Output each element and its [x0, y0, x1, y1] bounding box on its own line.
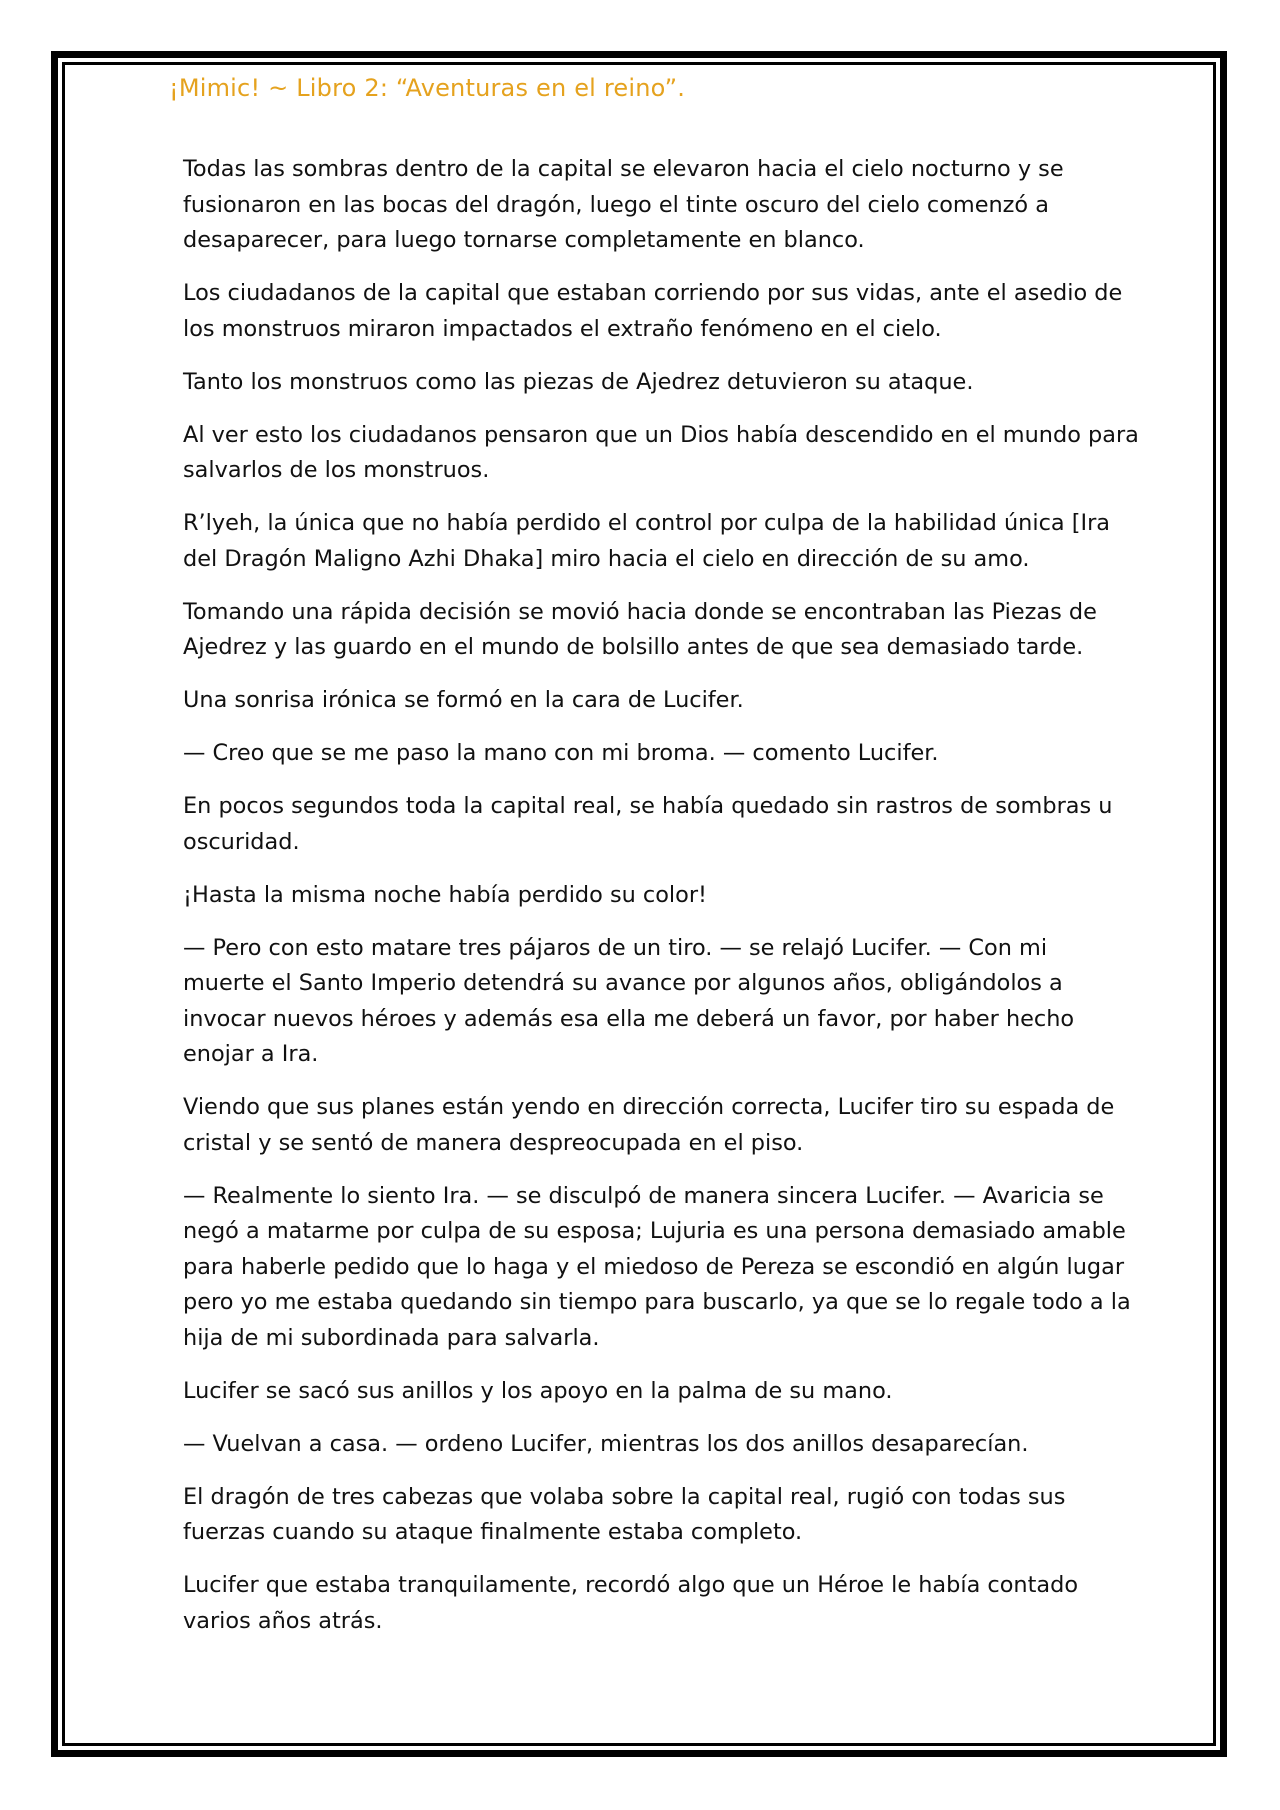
text-line: muerte el Santo Imperio detendrá su avance por algunos años, obligándolos a	[183, 970, 1063, 996]
text-line: desaparecer, para luego tornarse completamente en blanco.	[183, 227, 865, 253]
paragraph	[183, 595, 1113, 666]
text-line: Al ver esto los ciudadanos pensaron que un Dios había descendido en el mundo para	[183, 421, 1139, 448]
text-line: hija de mi subordinada para salvarla.	[183, 1324, 600, 1351]
text-line: R’lyeh, la única que no había perdido el control por culpa de la habilidad única [Ira	[183, 510, 1110, 536]
paragraph	[183, 1427, 1113, 1463]
text-line: salvarlos de los monstruos.	[183, 457, 490, 483]
paragraph	[183, 931, 1113, 1073]
text-line: Tomando una rápida decisión se movió hacia donde se encontraban las Piezas de	[183, 598, 1097, 625]
text-line: Todas las sombras dentro de la capital se elevaron hacia el cielo nocturno y se	[183, 156, 1064, 182]
text-line: — Realmente lo siento Ira. — se disculpó de manera sincera Lucifer. — Avaricia se	[183, 1182, 1104, 1209]
text-line: — Pero con esto matare tres pájaros de un tiro. — se relajó Lucifer. — Con mi	[183, 934, 1048, 961]
text-line: Viendo que sus planes están yendo en dirección correcta, Lucifer tiro su espada de	[183, 1094, 1115, 1120]
paragraph	[183, 736, 1113, 772]
text-line: pero yo me estaba quedando sin tiempo para buscarlo, ya que se lo regale todo a la	[183, 1289, 1131, 1315]
text-line: Tanto los monstruos como las piezas de Ajedrez detuvieron su ataque.	[183, 368, 974, 395]
text-line: negó a matarme por culpa de su esposa; Lujuria es una persona demasiado amable	[183, 1218, 1126, 1244]
paragraph	[183, 276, 1123, 347]
text-line: fuerzas cuando su ataque finalmente estaba completo.	[183, 1519, 803, 1545]
text-line: Una sonrisa irónica se formó en la cara de Lucifer.	[183, 687, 744, 713]
paragraph	[183, 1568, 1113, 1639]
paragraph	[183, 1179, 1131, 1357]
paragraph	[183, 878, 1113, 914]
text-line: En pocos segundos toda la capital real, se había quedado sin rastros de sombras u	[183, 793, 1113, 819]
paragraph	[183, 152, 1113, 259]
text-line: fusionaron en las bocas del dragón, luego el tinte oscuro del cielo comenzó a	[183, 191, 1049, 218]
text-line: cristal y se sentó de manera despreocupada en el piso.	[183, 1129, 804, 1156]
text-line: El dragón de tres cabezas que volaba sobre la capital real, rugió con todas sus	[183, 1483, 1066, 1510]
text-line: del Dragón Maligno Azhi Dhaka] miro hacia el cielo en dirección de su amo.	[183, 545, 1030, 572]
text-line: Lucifer se sacó sus anillos y los apoyo en la palma de su mano.	[183, 1377, 893, 1404]
paragraph	[183, 789, 1113, 860]
text-line: — Creo que se me paso la mano con mi broma. — comento Lucifer.	[183, 740, 939, 766]
text-line: para haberle pedido que lo haga y el miedoso de Pereza se escondió en algún lugar	[183, 1253, 1125, 1280]
paragraph	[183, 1374, 1113, 1410]
paragraph	[183, 365, 1113, 401]
paragraph	[183, 506, 1113, 577]
paragraph	[183, 418, 1139, 489]
text-line: los monstruos miraron impactados el extraño fenómeno en el cielo.	[183, 315, 942, 342]
paragraph	[183, 1090, 1113, 1161]
text-line: ¡Hasta la misma noche había perdido su color!	[183, 881, 708, 908]
text-line: invocar nuevos héroes y además esa ella me deberá un favor, por haber hecho	[183, 1005, 1075, 1032]
paragraph	[183, 683, 1113, 719]
document-body	[183, 152, 1139, 1657]
text-line: Lucifer que estaba tranquilamente, recordó algo que un Héroe le había contado	[183, 1572, 1079, 1598]
text-line: — Vuelvan a casa. — ordeno Lucifer, mientras los dos anillos desaparecían.	[183, 1430, 1029, 1457]
text-line: Ajedrez y las guardo en el mundo de bolsillo antes de que sea demasiado tarde.	[183, 634, 1084, 660]
document-header: ¡Mimic! ~ Libro 2: “Aventuras en el reino”.	[169, 74, 686, 102]
text-line: oscuridad.	[183, 828, 300, 855]
text-line: enojar a Ira.	[183, 1041, 319, 1067]
text-line: varios años atrás.	[183, 1607, 383, 1634]
paragraph	[183, 1480, 1113, 1551]
text-line: Los ciudadanos de la capital que estaban corriendo por sus vidas, ante el asedio de	[183, 280, 1123, 306]
